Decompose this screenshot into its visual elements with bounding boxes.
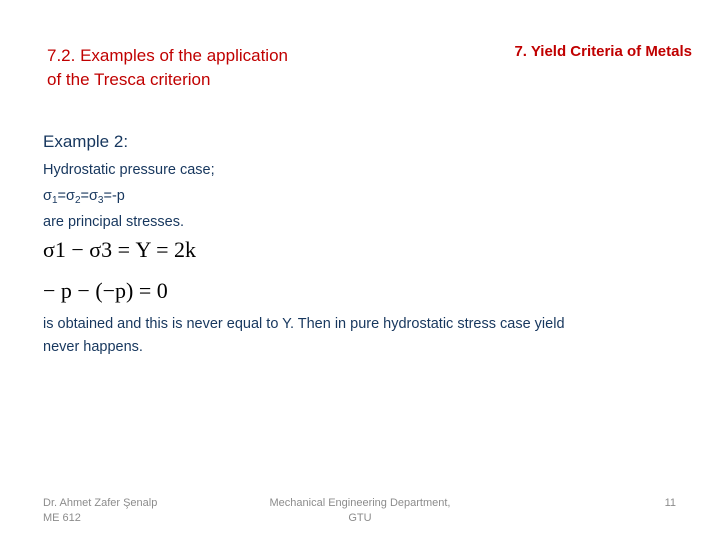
case-description: Hydrostatic pressure case; bbox=[43, 162, 215, 178]
subscript-1: 1 bbox=[51, 195, 58, 206]
equals-sigma: =σ bbox=[80, 188, 98, 204]
hydrostatic-difference-equation: − p − (−p) = 0 bbox=[43, 278, 168, 303]
footer-department-block bbox=[250, 496, 470, 526]
conclusion-line-1: is obtained and this is never equal to Y. Then in pure hydrostatic stress case yield bbox=[43, 316, 565, 332]
slide-subtitle bbox=[47, 44, 347, 92]
subscript-2: 2 bbox=[74, 195, 81, 206]
sigma-symbol: σ bbox=[43, 188, 52, 204]
page-number: 11 bbox=[664, 497, 676, 509]
footer-course: ME 612 bbox=[43, 512, 81, 524]
equals-minus-p: =-p bbox=[103, 188, 125, 204]
principal-stress-relation bbox=[43, 186, 125, 211]
chapter-title: 7. Yield Criteria of Metals bbox=[514, 43, 692, 60]
footer-university: GTU bbox=[348, 512, 372, 524]
footer-department: Mechanical Engineering Department, bbox=[269, 497, 451, 509]
conclusion-paragraph bbox=[43, 313, 683, 359]
conclusion-line-2: never happens. bbox=[43, 339, 143, 355]
subtitle-line-1: 7.2. Examples of the application bbox=[47, 46, 288, 65]
footer-author-block bbox=[43, 496, 157, 526]
tresca-equation: σ1 − σ3 = Y = 2k bbox=[43, 237, 197, 262]
subscript-3: 3 bbox=[97, 195, 104, 206]
equals-sigma: =σ bbox=[57, 188, 75, 204]
example-heading: Example 2: bbox=[43, 132, 129, 151]
subtitle-line-2: of the Tresca criterion bbox=[47, 70, 211, 89]
principal-stress-note: are principal stresses. bbox=[43, 214, 185, 230]
footer-author: Dr. Ahmet Zafer Şenalp bbox=[43, 497, 158, 509]
